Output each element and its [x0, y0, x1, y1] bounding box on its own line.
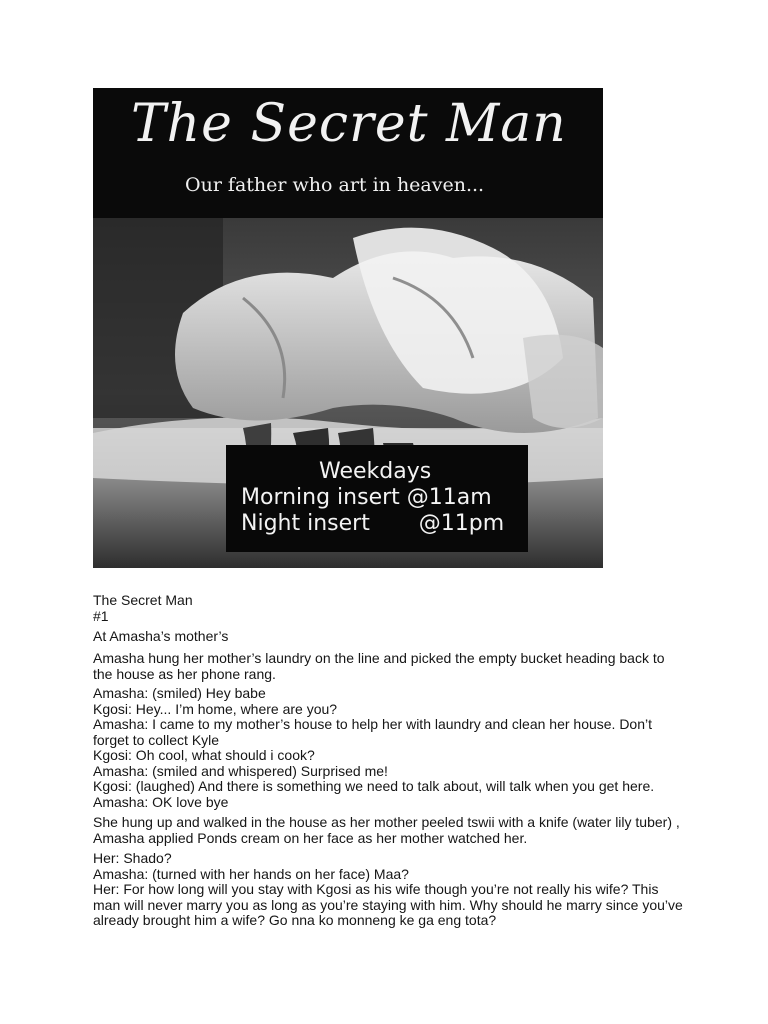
dialogue-line: Her: For how long will you stay with Kgosi as his wife though you’re not really his wife? This man will never marry you as long as you’re staying with him. Why should he marry since you’ve already brought him a wife? Go nna ko monneng ke ga eng tota?: [93, 881, 683, 928]
paragraph-1: Amasha hung her mother’s laundry on the line and picked the empty bucket heading back to the house as her phone rang.: [93, 650, 665, 682]
dialogue-line: Amasha: (smiled) Hey babe: [93, 685, 266, 701]
paragraph-2: She hung up and walked in the house as her mother peeled tswii with a knife (water lily tuber) , Amasha applied Ponds cream on her face as her mother watched her.: [93, 814, 680, 846]
poster-image: [93, 88, 603, 568]
dialogue-line: Amasha: OK love bye: [93, 793, 229, 810]
dialogue-line: Amasha: (smiled and whispered) Surprised me!: [93, 762, 388, 779]
schedule-morning: Morning insert @11am: [241, 485, 492, 510]
story-title: The Secret Man: [93, 592, 193, 608]
schedule-box: [226, 445, 528, 552]
schedule-days: Weekdays: [319, 459, 432, 484]
dialogue-block-1: [93, 686, 683, 810]
poster-subtitle: Our father who art in heaven...: [185, 174, 485, 196]
episode-number: #1: [93, 607, 109, 624]
dialogue-block-2: [93, 851, 683, 929]
dialogue-line: Amasha: I came to my mother’s house to help her with laundry and clean her house. Don’t forget to collect Kyle: [93, 716, 653, 748]
schedule-night: Night insert @11pm: [241, 511, 505, 536]
dialogue-line: Kgosi: (laughed) And there is something we need to talk about, will talk when you get here.: [93, 778, 655, 794]
story-heading: [93, 593, 683, 624]
dialogue-line: Her: Shado?: [93, 850, 172, 866]
dialogue-line: Kgosi: Hey... I’m home, where are you?: [93, 700, 338, 717]
dialogue-line: Kgosi: Oh cool, what should i cook?: [93, 747, 315, 763]
setting-line: At Amasha’s mother’s: [93, 628, 229, 644]
dialogue-line: Amasha: (turned with her hands on her face) Maa?: [93, 865, 409, 882]
poster-title: The Secret Man: [131, 94, 567, 154]
poster-header: [93, 88, 603, 218]
